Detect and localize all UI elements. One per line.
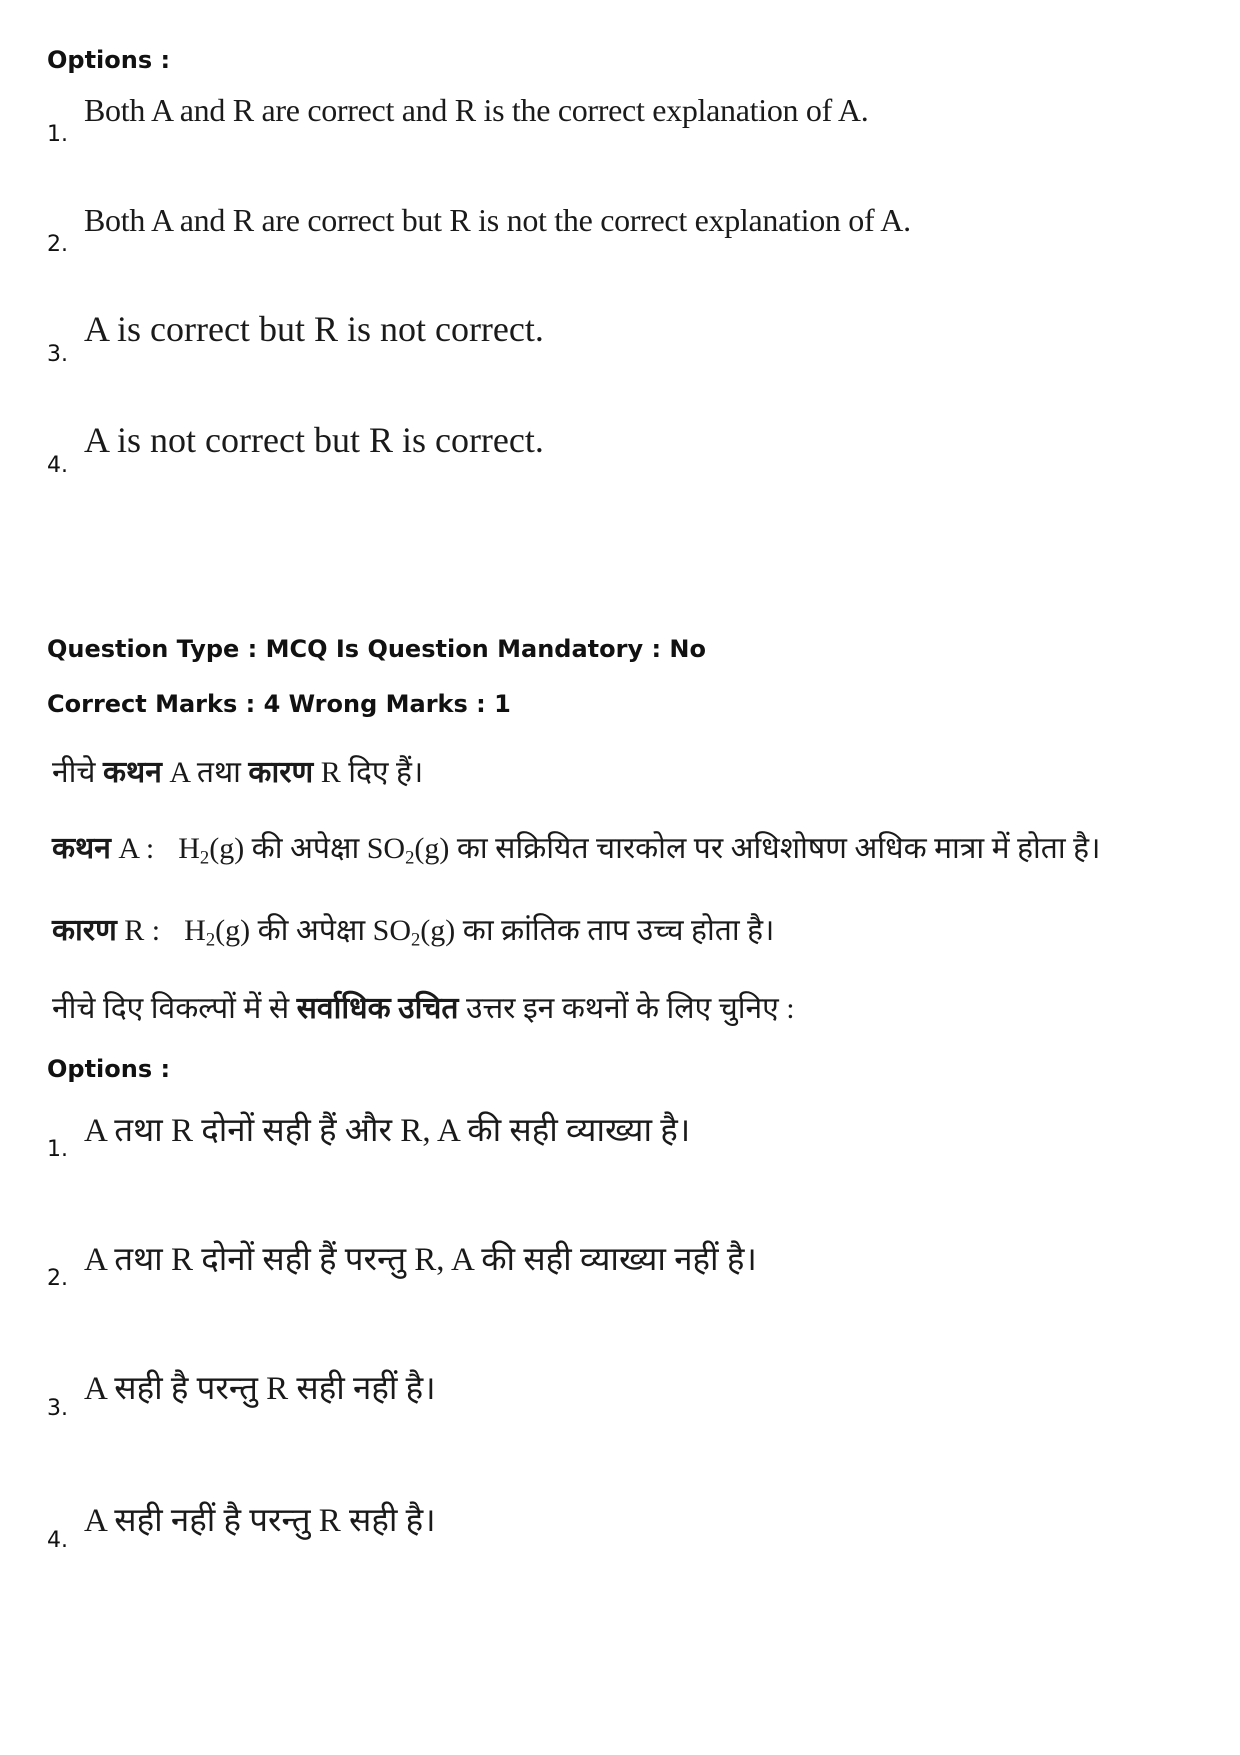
options-label: Options : xyxy=(47,1055,171,1083)
option-number: 3. xyxy=(47,1396,68,1421)
question-instruction: नीचे दिए विकल्पों में से सर्वाधिक उचित उत्तर इन कथनों के लिए चुनिए : xyxy=(52,992,795,1025)
marks-line: Correct Marks : 4 Wrong Marks : 1 xyxy=(47,690,511,718)
assertion-statement: कथन A : $H_2(g)$ की अपेक्षा $SO_2(g)$ का सक्रियित चारकोल पर अधिशोषण अधिक मात्रा में होता है। xyxy=(52,832,1101,869)
option-number: 4. xyxy=(47,453,68,478)
option-number: 2. xyxy=(47,1266,68,1291)
option-number: 3. xyxy=(47,342,68,367)
option-4-text: A सही नहीं है परन्तु R सही है। xyxy=(84,1503,436,1539)
option-3-text: A सही है परन्तु R सही नहीं है। xyxy=(84,1371,436,1407)
reason-statement: कारण R : $H_2(g)$ की अपेक्षा $SO_2(g)$ का क्रांतिक ताप उच्च होता है। xyxy=(52,914,775,951)
question-intro: नीचे कथन A तथा कारण R दिए हैं। xyxy=(52,756,424,789)
option-number: 1. xyxy=(47,1137,68,1162)
options-label: Options : xyxy=(47,46,171,74)
question-type-line: Question Type : MCQ Is Question Mandatory : No xyxy=(47,635,706,663)
option-number: 1. xyxy=(47,122,68,147)
option-3-text: A is correct but R is not correct. xyxy=(84,309,544,349)
option-2-text: Both A and R are correct but R is not the correct explanation of A. xyxy=(84,202,911,238)
option-2-text: A तथा R दोनों सही हैं परन्तु R, A की सही व्याख्या नहीं है। xyxy=(84,1242,757,1278)
option-number: 4. xyxy=(47,1528,68,1553)
option-1-text: Both A and R are correct and R is the correct explanation of A. xyxy=(84,92,869,128)
option-number: 2. xyxy=(47,232,68,257)
option-1-text: A तथा R दोनों सही हैं और R, A की सही व्याख्या है। xyxy=(84,1113,691,1149)
option-4-text: A is not correct but R is correct. xyxy=(84,420,544,460)
